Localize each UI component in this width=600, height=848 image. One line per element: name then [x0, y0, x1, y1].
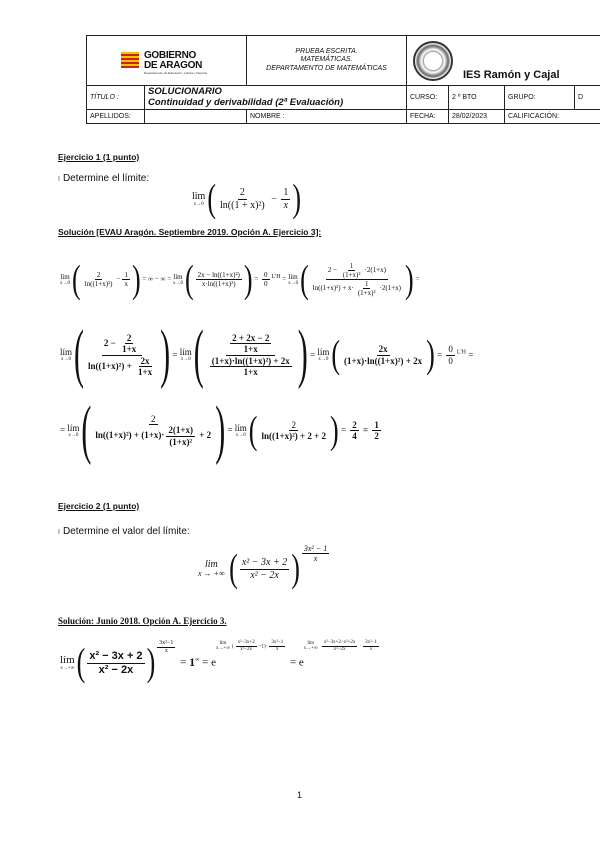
nombre-label: NOMBRE : — [247, 110, 407, 124]
logo-line1: GOBIERNO — [143, 50, 197, 61]
apellidos-field — [145, 110, 247, 124]
titulo-label: TÍTULO : — [87, 86, 145, 110]
exam-description: PRUEBA ESCRITA. MATEMÁTICAS. DEPARTAMENTO DE MATEMÁTICAS — [247, 36, 407, 86]
solution1-step3: = lím x→0 ( 2 ln((1+x)²) + (1+x)· $\frac{2(1+x)}{\text{(1+x)²}}$ + 2 ) = lím x→0 ( $\frac{2}{\text{ln((1+x)²) + 2 + 2}}$ ) = $\frac{2}{4}$ = $\frac{1}{2}$ — [60, 393, 379, 466]
grupo-label: GRUPO: — [505, 86, 575, 110]
exercise1-prompt: I Determine el límite: — [58, 173, 150, 184]
exam-title: SOLUCIONARIO Continuidad y derivabilidad (2ª Evaluación) — [145, 86, 407, 110]
fecha-value: 28/02/2023 — [449, 110, 505, 124]
exercise2-heading: Ejercicio 2 (1 punto) — [58, 501, 140, 511]
solution1-step2: lím x→0 ( 2 − $\frac{2}{1+x}$ ln((1+x)²) + $\frac{2x}{1+x}$ ) = lím x→0 ( $\frac{\frac{2 + 2x - 2}{1+x}}{\frac{\text{(1+x)·ln((1+x)²) + 2x}}{1+x}}$ ) = lím x→0 ( $\frac{2x}{\text{(1+x)·ln((1+x)²) + 2x}}$ ) = $\frac{0}{0}$ $^{L'H}$ = — [60, 317, 474, 391]
apellidos-label: APELLIDOS: — [87, 110, 145, 124]
calificacion-label: CALIFICACIÓN: — [505, 110, 600, 124]
exercise1-heading: Ejercicio 1 (1 punto) — [58, 152, 140, 162]
solution1-step1: lím x→0 ( $\frac{2}{\text{ln((1+x)²)}}$ − $\frac{1}{x}$ ) = ∞ − ∞ = lím x→0 ( $\frac{\text{2x − ln((1+x)²)}}{\text{x·ln((1+x)²)}}$ ) = $\frac{0}{0}$ L'H = lím x→0 ( 2 − $\frac{1}{\text{(1+x)²}}$ ·2(1+x) ln((1+x)²) + x· $\frac{1}{\text{(1+x)²}}$ ·2(1+x) ) = — [60, 257, 420, 301]
page-number: 1 — [297, 790, 303, 800]
solution2-step1: lím x→+∞ ( $\frac{\text{x² − 3x + 2}}{\text{x² − 2x}}$ ) $\frac{\text{3x²−1}}{x}$ = 1∞ = elím x→+∞ ( $\frac{\text{x²−3x+2}}{\text{x²−2x}}$ −1)· $\frac{\text{3x²−1}}{x}$ = elím x→+∞ $\frac{\text{x²−3x+2−x²+2x}}{\text{x²−2x}}$ · $\frac{\text{3x²−1}}{x}$ — [60, 640, 377, 685]
exercise2-prompt: I Determine el valor del límite: — [58, 526, 190, 537]
exam-header — [86, 35, 600, 124]
fecha-label: FECHA: — [407, 110, 449, 124]
logo-line2: DE ARAGON — [143, 60, 202, 71]
curso-value: 2 º BTO — [449, 86, 505, 110]
curso-label: CURSO: — [407, 86, 449, 110]
exercise2-solution-heading: Solución: Junio 2018. Opción A. Ejercicio 3. — [58, 616, 227, 626]
exercise2-limit-formula: lim x → +∞ ( $\frac{\text{x² − 3x + 2}}{\text{x² − 2x}}$ ) $\frac{\text{3x² − 1}}{x}$ — [198, 544, 328, 590]
school-cell — [407, 36, 600, 86]
logo-subtitle: Departamento de Educación, Cultura y Deporte — [143, 71, 208, 75]
aragon-flag-icon — [121, 52, 139, 68]
gobierno-logo — [87, 36, 247, 86]
grupo-value: D — [575, 86, 600, 110]
exercise1-limit-formula: lim x→0 ( $\frac{2}{\text{ln((1 + x)²)}}$ − $\frac{1}{x}$ ) — [192, 176, 302, 220]
exercise1-solution-heading: Solución [EVAU Aragón. Septiembre 2019. Opción A. Ejercicio 3]: — [58, 227, 322, 237]
school-name: IES Ramón y Cajal — [462, 68, 560, 81]
school-seal-icon — [413, 41, 453, 81]
